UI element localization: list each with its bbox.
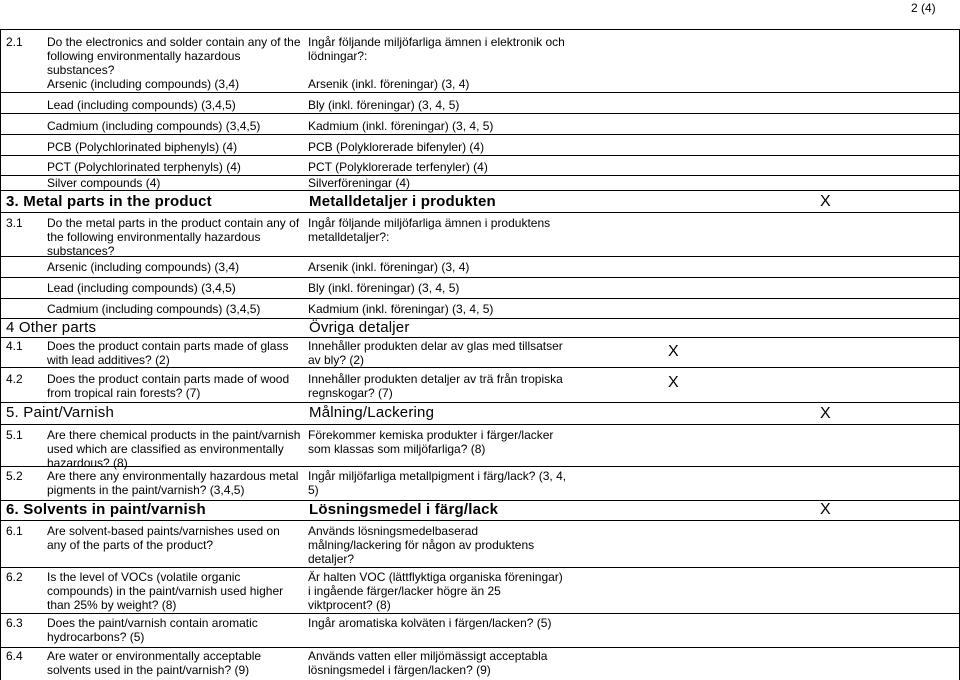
question-english: Is the level of VOCs (volatile organic compounds) in the paint/varnish used higher than 25% by weight? (8) xyxy=(47,570,284,612)
row-divider xyxy=(0,318,960,319)
row-divider xyxy=(0,190,960,191)
question-number: 3.1 xyxy=(6,216,23,230)
substance-english: PCT (Polychlorinated terphenyls) (4) xyxy=(47,160,241,174)
question-swedish: Innehåller produkten detaljer av trä från tropiska regnskogar? (7) xyxy=(308,372,563,400)
section-heading-swedish: Metalldetaljer i produkten xyxy=(309,193,496,210)
question-number: 6.1 xyxy=(6,524,23,538)
row-divider xyxy=(0,402,960,403)
substance-swedish: Kadmium (inkl. föreningar) (3, 4, 5) xyxy=(308,119,494,133)
row-divider xyxy=(0,29,960,30)
question-number: 5.2 xyxy=(6,469,23,483)
substance-swedish: Kadmium (inkl. föreningar) (3, 4, 5) xyxy=(308,302,494,316)
section-heading-english: 3. Metal parts in the product xyxy=(6,193,212,210)
answer-mark: X xyxy=(820,193,831,210)
question-english: Do the electronics and solder contain any of the following environmentally hazardous substances? xyxy=(47,35,301,77)
substance-english: Cadmium (including compounds) (3,4,5) xyxy=(47,302,261,316)
question-number: 6.3 xyxy=(6,616,23,630)
row-divider xyxy=(0,298,960,299)
substance-english: Lead (including compounds) (3,4,5) xyxy=(47,281,236,295)
question-english: Does the product contain parts made of wood from tropical rain forests? (7) xyxy=(47,372,290,400)
question-number: 4.2 xyxy=(6,372,23,386)
substance-english: Cadmium (including compounds) (3,4,5) xyxy=(47,119,261,133)
row-divider xyxy=(0,567,960,568)
section-heading-swedish: Övriga detaljer xyxy=(309,319,410,336)
question-number: 6.4 xyxy=(6,649,23,663)
answer-mark: X xyxy=(668,343,679,360)
page-number: 2 (4) xyxy=(911,1,936,15)
table-left-border xyxy=(0,29,1,680)
row-divider xyxy=(0,92,960,93)
answer-mark: X xyxy=(668,374,679,391)
question-number: 4.1 xyxy=(6,339,23,353)
answer-mark: X xyxy=(820,405,831,422)
question-swedish: Används lösningsmedelbaserad målning/lackering för någon av produktens detaljer? xyxy=(308,524,535,566)
question-swedish: Används vatten eller miljömässigt acceptabla lösningsmedel i färgen/lacken? (9) xyxy=(308,649,548,677)
substance-swedish: Bly (inkl. föreningar) (3, 4, 5) xyxy=(308,281,460,295)
row-divider xyxy=(0,337,960,338)
question-swedish: Ingår följande miljöfarliga ämnen i elektronik och lödningar?: xyxy=(308,35,565,63)
question-number: 5.1 xyxy=(6,428,23,442)
question-english: Are there chemical products in the paint/varnish used which are classified as environmentally hazardous? (8) xyxy=(47,428,301,470)
question-swedish: Ingår miljöfarliga metallpigment i färg/lack? (3, 4, 5) xyxy=(308,469,567,497)
substance-swedish: Silverföreningar (4) xyxy=(308,176,411,190)
substance-swedish: Arsenik (inkl. föreningar) (3, 4) xyxy=(308,77,470,91)
question-swedish: Är halten VOC (lättflyktiga organiska föreningar) i ingående färger/lacker högre än 25 viktprocent? (8) xyxy=(308,570,563,612)
row-divider xyxy=(0,113,960,114)
question-english: Are water or environmentally acceptable solvents used in the paint/varnish? (9) xyxy=(47,649,262,677)
row-divider xyxy=(0,134,960,135)
substance-english: Arsenic (including compounds) (3,4) xyxy=(47,77,240,91)
row-divider xyxy=(0,155,960,156)
substance-english: Arsenic (including compounds) (3,4) xyxy=(47,260,240,274)
substance-english: Lead (including compounds) (3,4,5) xyxy=(47,98,236,112)
question-english: Are solvent-based paints/varnishes used on any of the parts of the product? xyxy=(47,524,280,552)
section-heading-swedish: Målning/Lackering xyxy=(309,404,435,421)
section-heading-english: 5. Paint/Varnish xyxy=(6,404,114,421)
substance-swedish: Bly (inkl. föreningar) (3, 4, 5) xyxy=(308,98,460,112)
row-divider xyxy=(0,367,960,368)
question-number: 2.1 xyxy=(6,35,23,49)
row-divider xyxy=(0,212,960,213)
question-english: Does the paint/varnish contain aromatic hydrocarbons? (5) xyxy=(47,616,258,644)
section-heading-english: 6. Solvents in paint/varnish xyxy=(6,501,206,518)
substance-english: PCB (Polychlorinated biphenyls) (4) xyxy=(47,140,238,154)
substance-swedish: PCT (Polyklorerade terfenyler) (4) xyxy=(308,160,488,174)
answer-mark: X xyxy=(820,501,831,518)
question-english: Are there any environmentally hazardous metal pigments in the paint/varnish? (3,4,5) xyxy=(47,469,299,497)
question-swedish: Innehåller produkten delar av glas med tillsatser av bly? (2) xyxy=(308,339,563,367)
substance-swedish: PCB (Polyklorerade bifenyler) (4) xyxy=(308,140,485,154)
question-number: 6.2 xyxy=(6,570,23,584)
question-swedish: Ingår följande miljöfarliga ämnen i produktens metalldetaljer?: xyxy=(308,216,551,244)
row-divider xyxy=(0,613,960,614)
question-swedish: Förekommer kemiska produkter i färger/lacker som klassas som miljöfarliga? (8) xyxy=(308,428,554,456)
question-english: Do the metal parts in the product contain any of the following environmentally hazardous substances? xyxy=(47,216,300,258)
question-english: Does the product contain parts made of glass with lead additives? (2) xyxy=(47,339,289,367)
row-divider xyxy=(0,277,960,278)
row-divider xyxy=(0,424,960,425)
substance-english: Silver compounds (4) xyxy=(47,176,161,190)
section-heading-swedish: Lösningsmedel i färg/lack xyxy=(309,501,499,518)
section-heading-english: 4 Other parts xyxy=(6,319,97,336)
row-divider xyxy=(0,520,960,521)
substance-swedish: Arsenik (inkl. föreningar) (3, 4) xyxy=(308,260,470,274)
row-divider xyxy=(0,647,960,648)
question-swedish: Ingår aromatiska kolväten i färgen/lacken? (5) xyxy=(308,616,552,630)
